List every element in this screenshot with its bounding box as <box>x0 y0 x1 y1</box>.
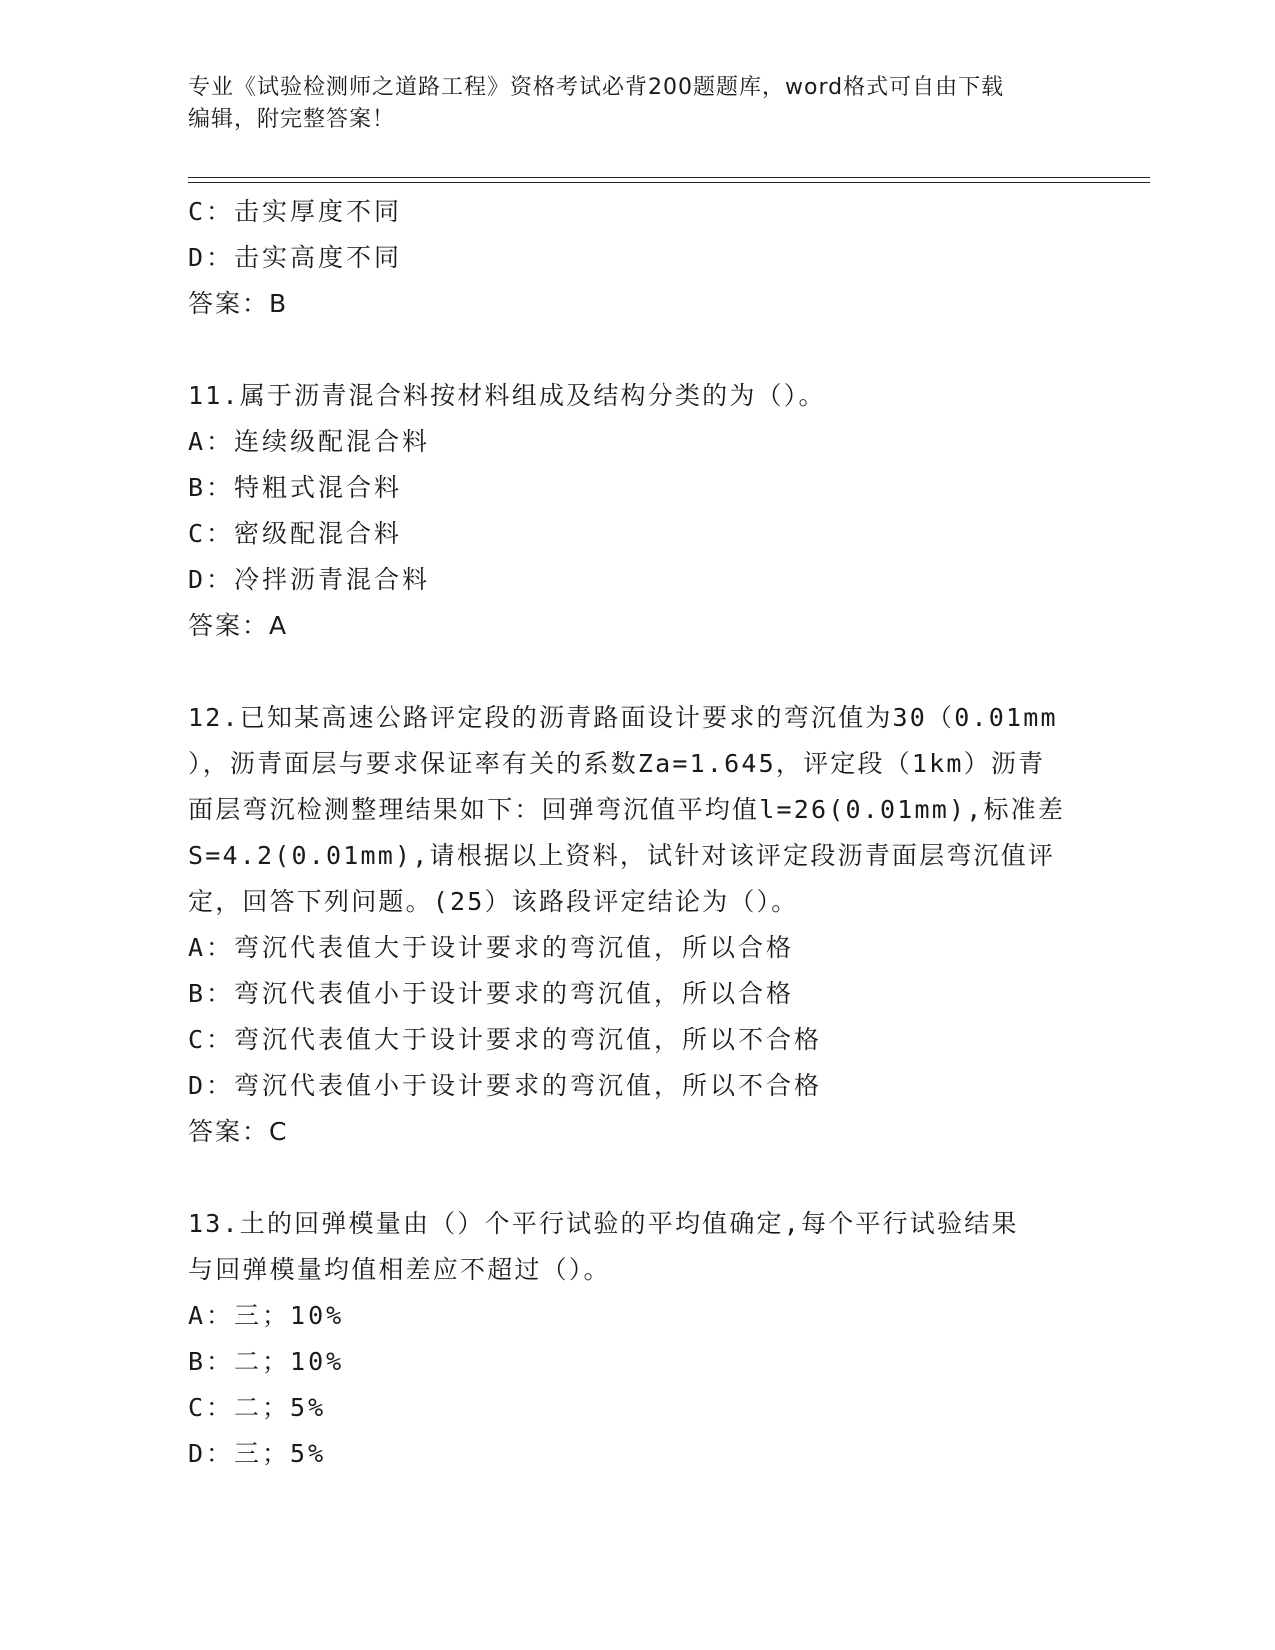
question-text-line: 面层弯沉检测整理结果如下：回弹弯沉值平均值l=26(0.01mm),标准差 <box>188 795 1066 824</box>
question-13 <box>188 1201 1088 1477</box>
option-a: A：连续级配混合料 <box>188 427 431 456</box>
header-line-2: 编辑，附完整答案！ <box>188 107 396 132</box>
option-b: B：二；10% <box>188 1347 345 1376</box>
question-10-tail <box>188 189 1088 327</box>
question-text-line: 13.土的回弹模量由（）个平行试验的平均值确定,每个平行试验结果 <box>188 1209 1019 1238</box>
question-text-line: 定，回答下列问题。(25）该路段评定结论为（）。 <box>188 887 799 916</box>
question-text-line: S=4.2(0.01mm),请根据以上资料，试针对该评定段沥青面层弯沉值评 <box>188 841 1056 870</box>
question-text: 11.属于沥青混合料按材料组成及结构分类的为（）。 <box>188 381 826 410</box>
question-12 <box>188 695 1088 1155</box>
option-c: C：二；5% <box>188 1393 327 1422</box>
option-b: B：特粗式混合料 <box>188 473 403 502</box>
option-c: C：击实厚度不同 <box>188 197 403 226</box>
option-c: C：密级配混合料 <box>188 519 403 548</box>
option-a: A：弯沉代表值大于设计要求的弯沉值，所以合格 <box>188 933 795 962</box>
document-header <box>188 72 1088 136</box>
answer: 答案：C <box>188 1117 289 1146</box>
question-text-line: 12.已知某高速公路评定段的沥青路面设计要求的弯沉值为30（0.01mm <box>188 703 1058 732</box>
option-c: C：弯沉代表值大于设计要求的弯沉值，所以不合格 <box>188 1025 823 1054</box>
option-a: A：三；10% <box>188 1301 345 1330</box>
header-divider-top <box>188 177 1150 178</box>
question-list <box>188 189 1088 1477</box>
answer: 答案：B <box>188 289 289 318</box>
question-11 <box>188 373 1088 649</box>
question-text-line: 与回弹模量均值相差应不超过（）。 <box>188 1255 611 1284</box>
option-d: D：冷拌沥青混合料 <box>188 565 431 594</box>
option-b: B：弯沉代表值小于设计要求的弯沉值，所以合格 <box>188 979 795 1008</box>
option-d: D：三；5% <box>188 1439 327 1468</box>
question-text-line: ），沥青面层与要求保证率有关的系数Za=1.645，评定段（1km）沥青 <box>188 749 1046 778</box>
option-d: D：弯沉代表值小于设计要求的弯沉值，所以不合格 <box>188 1071 823 1100</box>
option-d: D：击实高度不同 <box>188 243 403 272</box>
header-divider-bottom <box>188 182 1150 183</box>
header-line-1: 专业《试验检测师之道路工程》资格考试必背200题题库，word格式可自由下载 <box>188 75 1005 100</box>
answer: 答案：A <box>188 611 289 640</box>
